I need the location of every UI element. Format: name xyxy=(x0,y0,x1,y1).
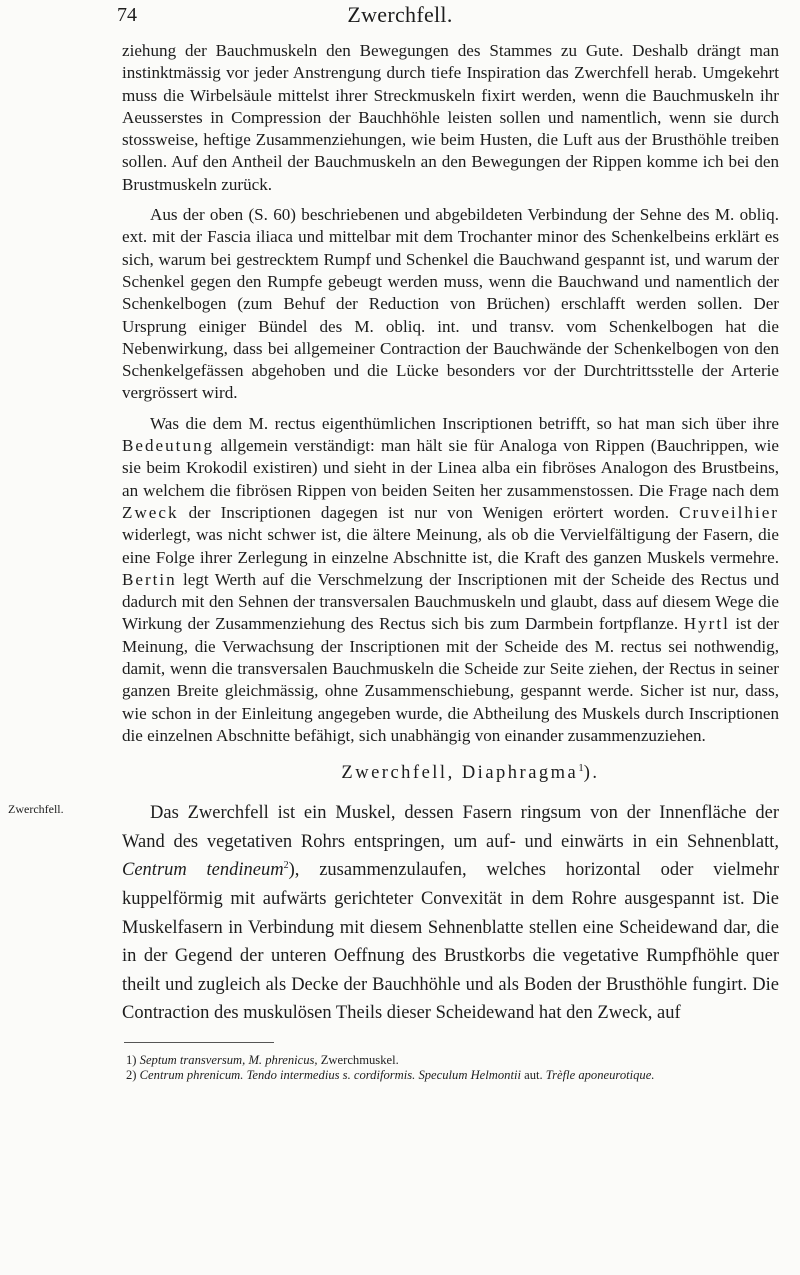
footnote-text: aut. xyxy=(520,1068,546,1083)
running-head: Zwerchfell. xyxy=(347,2,453,27)
footnote-italic: Trèfle aponeurotique. xyxy=(545,1068,655,1083)
page-number: 74 xyxy=(117,4,137,26)
p3-text: der Inscriptionen dagegen ist nur von Wenigen erörtert worden. xyxy=(178,502,680,522)
section-lead-paragraph: Zwerchfell. Das Zwerchfell ist ein Muskel, dessen Fasern ringsum von der Innenfläche der Wand des vegetativen Rohrs entspringen, um auf- und einwärts in ein Sehnenblatt, Centrum tendineum$^2$), zusammenzulaufen, welches horizontal oder vielmehr kuppelförmig mit aufwärts gerichteter Convexität in dem Rohre ausgespannt ist. Die Muskelfasern in Verbindung mit diesem Sehnenblatte stellen eine Scheidewand dar, die in der Gegend der unteren Oeffnung des Brustkorbs die vegetative Rumpfhöhle quer theilt und zugleich als Decke der Bauchhöhle und als Boden der Brusthöhle fungirt. Die Contraction des muskulösen Theils dieser Scheidewand hat den Zweck, auf xyxy=(8,802,779,1024)
footnotes xyxy=(122,1053,779,1084)
footnote-rule xyxy=(124,1042,274,1043)
footnote-mark: 2) xyxy=(126,1068,137,1083)
paragraph-2: Aus der oben (S. 60) beschriebenen und abgebildeten Verbindung der Sehne des M. obliq. ext. mit der Fascia iliaca und mittelbar mit dem Trochanter minor des Schenkelbeins erklärt es sich, warum bei gestrecktem Rumpf und Schenkel die Bauchwand gespannt ist, und warum der Schenkel gegen den Rumpfe gebeugt werden muss, wenn die Bauchwand und namentlich der Schenkelbogen (zum Behuf der Reduction von Brüchen) erschlafft werden sollen. Der Ursprung einiger Bündel des M. obliq. int. und transv. vom Schenkelbogen hat die Nebenwirkung, dass bei allgemeiner Contraction der Bauchwände der Schenkelbogen von den Schenkelgefässen abgehoben und die Lücke besonders vor der Durchtrittsstelle der Arterie vergrössert wird. xyxy=(122,205,779,403)
footnote-text: Zwerchmuskel. xyxy=(317,1052,399,1067)
lead-text: Das Zwerchfell ist ein Muskel, dessen Fasern ringsum von der Innenfläche der Wand des vegetativen Rohrs entspringen, um auf- und einwärts in ein Sehnenblatt, xyxy=(122,803,779,852)
author-hyrtl: Hyrtl xyxy=(683,614,730,634)
footnote-italic: Centrum phrenicum. Tendo intermedius s. cordiformis. Speculum Helmontii xyxy=(139,1068,521,1083)
p3-text: Was die dem M. rectus eigenthümlichen Inscriptionen betrifft, so hat man sich über ihre xyxy=(150,413,779,433)
footnote-1 xyxy=(122,1053,779,1069)
section-heading: Zwerchfell, Diaphragma$^1$). xyxy=(341,762,600,784)
term-centrum-tendineum: Centrum tendineum xyxy=(122,860,284,881)
author-cruveilhier: Cruveilhier xyxy=(679,502,779,522)
p3-text: ist der Meinung, die Verwachsung der Inscriptionen mit der Scheide des M. rectus sei nothwendig, damit, wenn die transversalen Bauchmuskeln die Scheide zur Seite ziehen, der Rectus in seiner ganzen Breite gleichmässig, ohne Zusammenschiebung, gespannt werde. Sicher ist nur, dass, wie schon in der Einleitung angegeben wurde, die Abtheilung des Muskels durch Inscriptionen die einzelnen Abschnitte befähigt, sich unabhängig von einander zusammenzuziehen. xyxy=(122,614,779,745)
section-title: Zwerchfell, Diaphragma xyxy=(341,763,579,784)
footnote-ref-2: 2 xyxy=(283,860,289,872)
page-header xyxy=(0,2,800,32)
footnote-ref-1: 1 xyxy=(578,762,584,775)
footnote-2 xyxy=(122,1068,779,1084)
p3-text: widerlegt, was nicht schwer ist, die ältere Meinung, als ob die Vervielfältigung der Fasern, die eine Folge ihrer Zerlegung in einzelne Abschnitte ist, die Kraft des ganzen Muskels vermehre. xyxy=(122,525,779,567)
paragraph-3 xyxy=(122,413,779,747)
marginal-label: Zwerchfell. xyxy=(8,802,64,817)
emphasis-zweck: Zweck xyxy=(122,502,179,522)
footnote-mark: 1) xyxy=(126,1052,137,1067)
author-bertin: Bertin xyxy=(122,569,177,589)
paragraph-1: ziehung der Bauchmuskeln den Bewegungen des Stammes zu Gute. Deshalb drängt man instinktmässig vor jeder Anstrengung durch tiefe Inspiration das Zwerchfell herab. Umgekehrt muss die Wirbelsäule mittelst ihrer Streckmuskeln fixirt werden, wenn die Bauchmuskeln ihr Aeusserstes in Compression der Bauchhöhle leisten sollen und namentlich, wenn sie durch stossweise, heftige Zusammenziehungen, wie beim Husten, die Luft aus der Brusthöhle treiben sollen. Auf den Antheil der Bauchmuskeln an den Bewegungen der Rippen komme ich bei den Brustmuskeln zurück. xyxy=(122,41,779,194)
emphasis-bedeutung: Bedeutung xyxy=(122,436,215,456)
p3-text: allgemein verständigt: man hält sie für Analoga von Rippen (Bauchrippen, wie sie beim Krokodil existiren) und sieht in der Linea alba ein fibröses Analogon des Brustbeins, an welchem die fibrösen Rippen von beiden Seiten her zusammenstossen. Die Frage nach dem xyxy=(122,436,779,500)
lead-text: , zusammenzulaufen, welches horizontal oder vielmehr kuppelförmig mit aufwärts gerichteter Convexität in dem Rohre ausgespannt ist. Die Muskelfasern in Verbindung mit diesem Sehnenblatte stellen eine Scheidewand dar, die in der Gegend der unteren Oeffnung des Brustkorbs die vegetative Rumpfhöhle quer theilt und zugleich als Decke der Bauchhöhle und als Boden der Brusthöhle fungirt. Die Contraction des muskulösen Theils dieser Scheidewand hat den Zweck, auf xyxy=(122,860,779,1024)
body-text xyxy=(8,40,779,1084)
footnote-italic: Septum transversum, M. phrenicus, xyxy=(139,1052,318,1067)
p3-text: legt Werth auf die Verschmelzung der Inscriptionen mit der Scheide des Rectus und dadurch mit den Sehnen der transversalen Bauchmuskeln und glaubt, dass auf diesem Wege die Wirkung der Zusammenziehung des Rectus sich bis zum Darmbein fortpflanze. xyxy=(122,569,779,634)
